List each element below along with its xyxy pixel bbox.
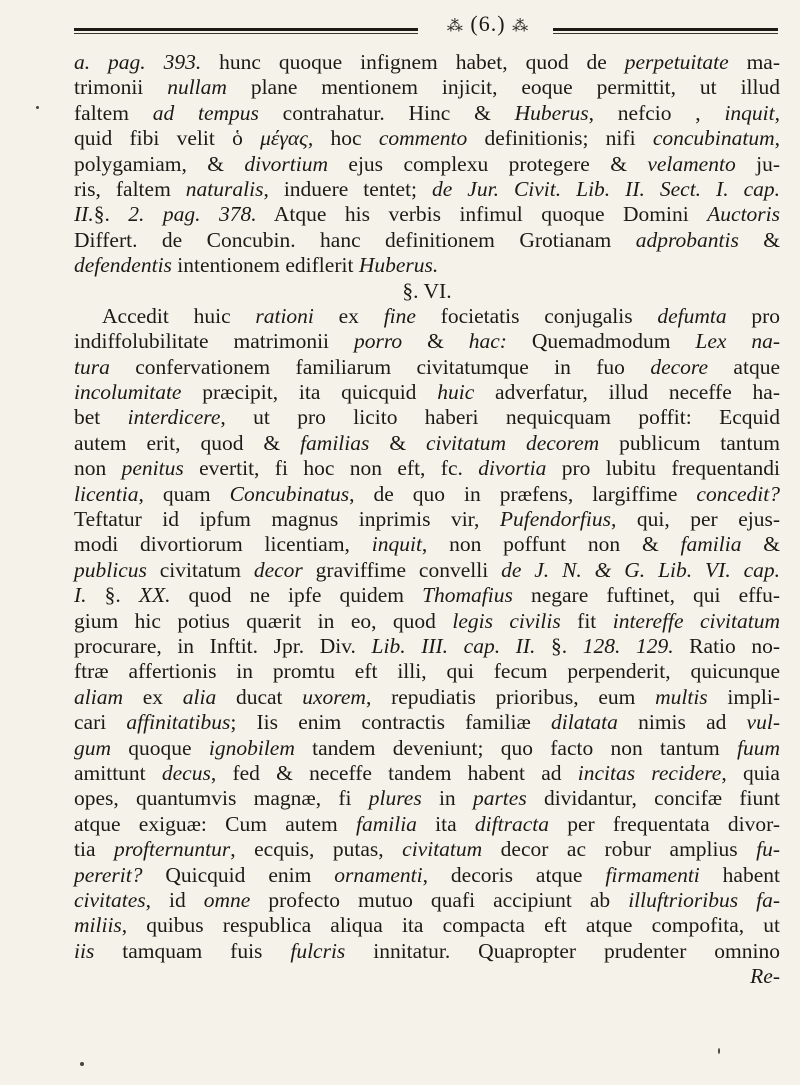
italic-segment: decus — [161, 760, 211, 785]
text-segment: atque exiguæ: Cum autem — [74, 811, 356, 836]
text-line — [74, 558, 780, 583]
italic-segment: naturalis — [185, 176, 264, 201]
text-segment: polygamiam, & — [74, 151, 245, 176]
italic-segment: de Jur. Civit. Lib. II. Sect. I. cap. — [432, 176, 780, 201]
italic-segment: licentia — [74, 481, 139, 506]
text-line — [74, 964, 780, 989]
italic-segment: divortia — [478, 456, 547, 481]
text-segment: plane mentionem injicit, eoque permittit, ut illud — [226, 75, 780, 100]
italic-segment: de J. N. & G. Lib. VI. cap. — [501, 557, 780, 582]
text-line — [74, 126, 780, 151]
ink-speck — [718, 1048, 720, 1054]
header-rule-left — [74, 28, 418, 31]
italic-segment: Lib. III. cap. II. — [371, 633, 536, 658]
italic-segment: miliis — [74, 913, 122, 938]
text-segment: per frequentata divor- — [548, 811, 780, 836]
italic-segment: interdicere — [127, 405, 221, 430]
italic-segment: ornamenti — [334, 862, 423, 887]
text-line — [74, 355, 780, 380]
italic-segment: Thomafius — [422, 583, 513, 608]
text-segment: habent — [699, 862, 780, 887]
italic-segment: civitatum decorem — [426, 430, 600, 455]
text-segment: Atque his verbis infimul quoque Domini — [256, 202, 708, 227]
text-segment: pro lubitu frequentandi — [546, 456, 780, 481]
text-segment: Quicquid enim — [142, 862, 335, 887]
italic-segment: diftracta — [474, 811, 549, 836]
text-segment: , nefcio , — [588, 100, 725, 125]
text-segment: quoque — [111, 735, 209, 760]
text-segment: quod ne ipfe quidem — [170, 583, 423, 608]
italic-segment: concubinatum — [652, 126, 775, 151]
italic-segment: familia — [356, 811, 417, 836]
italic-segment: omne — [203, 887, 251, 912]
italic-segment: gum — [74, 735, 112, 760]
italic-segment: ignobilem — [208, 735, 295, 760]
text-segment: §. VI. — [402, 278, 452, 303]
text-segment: tia — [74, 837, 114, 862]
italic-segment: dilatata — [551, 710, 618, 735]
text-segment: , decoris atque — [422, 862, 606, 887]
italic-segment: familias — [300, 430, 370, 455]
ornament-left-icon: ⁂ — [446, 18, 464, 35]
italic-segment: ad tempus — [152, 100, 259, 125]
text-segment: & — [369, 430, 426, 455]
text-segment: , induere tentet; — [263, 176, 433, 201]
italic-segment: tura — [74, 354, 110, 379]
text-segment: nimis ad — [617, 710, 747, 735]
italic-segment: perpetuitate — [624, 50, 729, 74]
italic-segment: legis civilis — [452, 608, 561, 633]
page-header — [0, 8, 800, 46]
text-line — [74, 863, 780, 888]
text-segment: contrahatur. Hinc & — [258, 100, 515, 125]
text-segment: , non poffunt non & — [421, 532, 681, 557]
text-segment: , qui, per ejus- — [610, 507, 781, 532]
italic-segment: affinitatibus — [126, 710, 231, 735]
italic-segment: Lex na- — [695, 329, 780, 354]
italic-segment: defendentis — [74, 253, 172, 278]
text-line — [74, 609, 780, 634]
text-segment: & — [738, 227, 780, 252]
text-segment: cari — [74, 710, 127, 735]
text-line — [74, 253, 780, 278]
italic-segment: I. — [74, 583, 87, 608]
italic-segment: divortium — [244, 151, 328, 176]
text-segment: , id — [145, 887, 204, 912]
text-segment: focietatis conjugalis — [415, 303, 658, 328]
text-segment: , quibus respublica aliqua ita compacta eft atque compofita, ut — [121, 913, 780, 938]
text-segment: impli- — [707, 684, 780, 709]
text-segment: ; Iis enim contractis familiæ — [230, 710, 551, 735]
ink-speck — [80, 1062, 84, 1066]
italic-segment: penitus — [121, 456, 184, 481]
italic-segment: uxorem — [302, 684, 366, 709]
text-segment: graviffime convelli — [302, 557, 502, 582]
italic-segment: huic — [437, 380, 475, 405]
text-line — [74, 456, 780, 481]
text-segment: Ratio no- — [673, 633, 781, 658]
italic-segment: fulcris — [290, 938, 346, 963]
italic-segment: pererit? — [74, 862, 143, 887]
text-line — [74, 583, 780, 608]
text-segment: civitatum — [146, 557, 254, 582]
italic-segment: velamento — [647, 151, 736, 176]
text-segment: intentionem ediflerit — [171, 253, 359, 278]
italic-segment: familia — [680, 532, 742, 557]
text-line — [74, 152, 780, 177]
text-segment: dividantur, concifæ fiunt — [526, 786, 780, 811]
italic-segment: civitates — [74, 887, 146, 912]
italic-segment: porro — [353, 329, 403, 354]
text-segment: Accedit huic — [102, 303, 256, 328]
text-segment: , de quo in præfens, largiffime — [349, 481, 697, 506]
text-segment: indiffolubilitate matrimonii — [74, 329, 354, 354]
text-segment: ex — [313, 303, 384, 328]
text-segment: adverfatur, illud neceffe ha- — [474, 380, 780, 405]
text-segment: , — [774, 100, 780, 125]
text-segment: , quam — [138, 481, 230, 506]
italic-segment: Huberus. — [358, 253, 439, 278]
italic-segment: vul- — [746, 710, 780, 735]
page-number — [430, 11, 546, 37]
text-line — [74, 812, 780, 837]
italic-segment: Concubinatus — [229, 481, 350, 506]
italic-segment: aliam — [74, 684, 123, 709]
text-line — [74, 50, 780, 75]
italic-segment: intereffe civitatum — [612, 608, 780, 633]
text-segment: publicum tantum — [599, 430, 781, 455]
text-segment: , repudiatis prioribus, eum — [365, 684, 656, 709]
text-segment: , ut pro licito haberi nequicquam poffit: Ecquid — [220, 405, 780, 430]
text-segment: atque — [708, 354, 780, 379]
text-segment: non — [74, 456, 122, 481]
text-segment: ejus complexu protegere & — [328, 151, 648, 176]
text-segment: hoc — [313, 126, 379, 151]
italic-segment: Auctoris — [707, 202, 780, 227]
text-line — [74, 405, 780, 430]
text-segment: & — [402, 329, 469, 354]
section-heading — [74, 279, 780, 304]
italic-segment: incolumitate — [74, 380, 182, 405]
text-segment: Quemadmodum — [506, 329, 696, 354]
italic-segment: Pufendorfius — [499, 507, 611, 532]
text-line — [74, 482, 780, 507]
ornament-right-icon: ⁂ — [512, 18, 530, 35]
text-line — [74, 101, 780, 126]
text-line — [74, 736, 780, 761]
italic-segment: firmamenti — [605, 862, 700, 887]
italic-segment: μέγας, — [260, 126, 314, 151]
text-line — [74, 228, 780, 253]
italic-segment: a. pag. 393. — [74, 50, 202, 74]
text-segment: tamquam fuis — [94, 938, 291, 963]
italic-segment: 128. 129. — [582, 633, 674, 658]
italic-segment: commento — [378, 126, 468, 151]
text-segment: confervationem familiarum civitatumque in fuo — [109, 354, 651, 379]
text-segment: negare fuftinet, qui effu- — [512, 583, 780, 608]
text-segment: ftræ affertionis in promtu eft illi, qui fecum perpenderit, quicunque — [74, 659, 780, 684]
text-line — [74, 761, 780, 786]
italic-segment: illuftrioribus fa- — [628, 887, 780, 912]
text-segment: trimonii — [74, 75, 168, 100]
text-segment: ducat — [216, 684, 303, 709]
italic-segment: XX. — [138, 583, 171, 608]
text-segment: bet — [74, 405, 128, 430]
italic-segment: II. — [74, 202, 94, 227]
text-segment: & — [741, 532, 780, 557]
italic-segment: concedit? — [696, 481, 780, 506]
italic-segment: incitas recidere — [577, 760, 722, 785]
ink-speck — [36, 106, 39, 109]
text-line — [74, 75, 780, 100]
text-segment: in — [421, 786, 473, 811]
text-line — [74, 939, 780, 964]
text-segment: amittunt — [74, 760, 162, 785]
text-segment: decor ac robur amplius — [482, 837, 757, 862]
text-segment: , ecquis, putas, — [230, 837, 403, 862]
text-line — [74, 431, 780, 456]
text-line — [74, 888, 780, 913]
italic-segment: partes — [472, 786, 527, 811]
italic-segment: nullam — [167, 75, 227, 100]
text-segment: ita — [416, 811, 475, 836]
text-segment: §. — [93, 202, 129, 227]
italic-segment: decore — [650, 354, 709, 379]
text-segment: ma- — [728, 50, 781, 74]
text-segment: pro — [726, 303, 781, 328]
text-line — [74, 329, 780, 354]
italic-segment: civitatum — [402, 837, 483, 862]
italic-segment: Re- — [750, 964, 780, 989]
text-line — [74, 685, 780, 710]
italic-segment: alia — [182, 684, 217, 709]
text-line — [74, 532, 780, 557]
text-segment: ju- — [735, 151, 780, 176]
text-segment: fit — [560, 608, 613, 633]
text-line — [74, 202, 780, 227]
text-segment: autem erit, quod & — [74, 430, 301, 455]
italic-segment: fine — [383, 303, 416, 328]
text-line — [74, 786, 780, 811]
text-segment: opes, quantumvis magnæ, fi — [74, 786, 369, 811]
italic-segment: inquit — [371, 532, 422, 557]
italic-segment: profternuntur — [113, 837, 231, 862]
header-rule-right — [553, 28, 778, 31]
text-segment: , fed & neceffe tandem habent ad — [210, 760, 578, 785]
text-segment: profecto mutuo quafi accipiunt ab — [250, 887, 629, 912]
text-segment: innitatur. Quapropter prudenter omnino — [345, 938, 780, 963]
text-segment: tandem deveniunt; quo facto non tantum — [294, 735, 737, 760]
text-segment: præcipit, ita quicquid — [181, 380, 438, 405]
italic-segment: adprobantis — [635, 227, 739, 252]
text-segment: procurare, in Inftit. Jpr. Div. — [74, 633, 372, 658]
italic-segment: decor — [253, 557, 303, 582]
page-number-label: (6.) — [470, 11, 506, 36]
text-segment: gium hic potius quærit in eo, quod — [74, 608, 453, 633]
text-segment: Differt. de Concubin. hanc definitionem Grotianam — [74, 227, 636, 252]
italic-segment: Huberus — [514, 100, 589, 125]
text-line — [74, 837, 780, 862]
italic-segment: inquit — [724, 100, 775, 125]
text-segment: evertit, fi hoc non eft, fc. — [183, 456, 479, 481]
text-segment: Teftatur id ipfum magnus inprimis vir, — [74, 507, 500, 532]
italic-segment: hac: — [468, 329, 507, 354]
italic-segment: plures — [368, 786, 422, 811]
text-line — [74, 659, 780, 684]
italic-segment: fuum — [737, 735, 780, 760]
text-segment: §. — [86, 583, 139, 608]
body-text — [74, 50, 780, 989]
italic-segment: publicus — [74, 557, 147, 582]
text-segment: modi divortiorum licentiam, — [74, 532, 372, 557]
text-line — [74, 913, 780, 938]
text-line — [74, 380, 780, 405]
italic-segment: multis — [655, 684, 708, 709]
italic-segment: rationi — [255, 303, 314, 328]
text-line — [74, 634, 780, 659]
italic-segment: defumta — [657, 303, 727, 328]
text-segment: ex — [122, 684, 183, 709]
text-segment: quid fibi velit ὁ — [74, 126, 261, 151]
text-line — [74, 710, 780, 735]
text-segment: definitionis; nifi — [467, 126, 653, 151]
italic-segment: fu- — [756, 837, 780, 862]
text-segment: faltem — [74, 100, 153, 125]
text-segment: §. — [535, 633, 583, 658]
text-segment: ris, faltem — [74, 176, 186, 201]
italic-segment: 2. pag. 378. — [128, 202, 257, 227]
text-line — [74, 507, 780, 532]
text-line — [74, 177, 780, 202]
text-segment: hunc quoque infignem habet, quod de — [201, 50, 625, 74]
text-line — [74, 304, 780, 329]
text-segment: , — [774, 126, 781, 151]
text-segment: , quia — [721, 760, 780, 785]
italic-segment: iis — [74, 938, 95, 963]
